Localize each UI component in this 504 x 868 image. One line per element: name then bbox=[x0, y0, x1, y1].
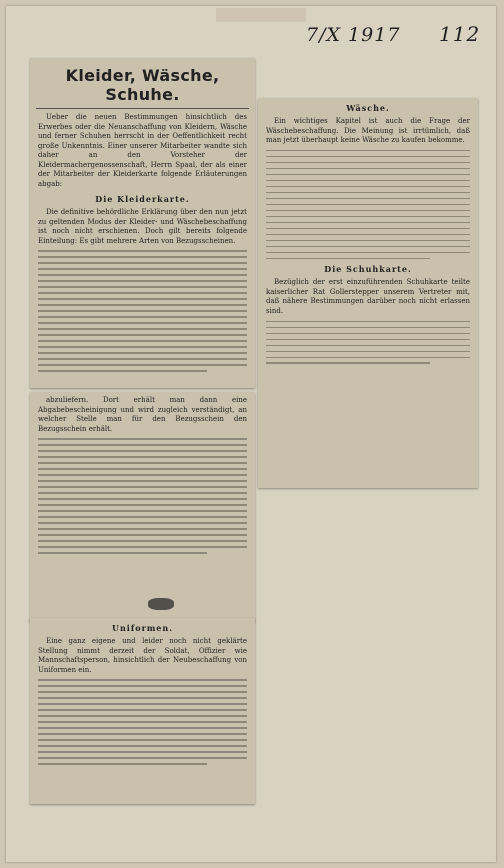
intro-paragraph: Ueber die neuen Bestimmungen hinsichtlich des Erwerbes oder die Neuanschaffung von Kleidern, Wäsche und ferner Schuhen herrscht in der Oeffentlichkeit recht große Unkenntnis. Einer unserer Mitarbeiter wandte sich daher an den Vorsteher der Kleidermachergenossenschaft, Herrn Spaal, der als einer der Mitarbeiter der Kleiderkarte folgende Erläuterungen abgab: bbox=[38, 113, 247, 188]
kleiderkarte-paragraph: Die definitive behördliche Erklärung über den nun jetzt zu geltenden Modus der Kleider- und Wäschebeschaffung ist noch nicht erschienen. Doch gilt bereits folgende Einteilung: Es gibt mehrere Arten von Bezugsscheinen. bbox=[38, 208, 247, 245]
clipping-left-middle bbox=[30, 392, 255, 622]
text-lines bbox=[38, 438, 247, 553]
uniformen-paragraph: Eine ganz eigene und leider noch nicht geklärte Stellung nimmt derzeit der Soldat, Offizier wie Mannschaftsperson, hinsichtlich der Neubeschaffung von Uniformen ein. bbox=[38, 637, 247, 674]
section-title-waesche: Wäsche. bbox=[346, 103, 390, 113]
middle-paragraph: abzuliefern. Dort erhält man dann eine Abgabebescheinigung und wird zugleich verständigt, an welcher Stelle man für den Bezugsschein den Bezugsschein erhält. bbox=[38, 396, 247, 433]
clipping-left-bottom bbox=[30, 618, 255, 804]
text-lines bbox=[38, 679, 247, 764]
section-title-kleiderkarte: Die Kleiderkarte. bbox=[95, 194, 190, 204]
text-lines bbox=[38, 250, 247, 371]
section-title-uniformen: Uniformen. bbox=[112, 623, 173, 633]
schuhkarte-paragraph: Bezüglich der erst einzuführenden Schuhkarte teilte kaiserlicher Rat Gollerstepper unserem Vertreter mit, daß nähere Bestimmungen darüber noch nicht erlassen sind. bbox=[266, 278, 470, 315]
text-lines bbox=[266, 321, 470, 364]
article-headline: Kleider, Wäsche, Schuhe. bbox=[65, 66, 220, 104]
handwritten-page-number: 112 bbox=[439, 22, 481, 46]
text-lines bbox=[266, 150, 470, 259]
clipping-right bbox=[258, 98, 478, 488]
headline-rule bbox=[36, 108, 249, 109]
archive-sheet bbox=[6, 6, 496, 862]
section-title-schuhkarte: Die Schuhkarte. bbox=[324, 264, 412, 275]
clipping-left-top bbox=[30, 58, 255, 388]
ink-blot bbox=[148, 598, 174, 610]
waesche-paragraph: Ein wichtiges Kapitel ist auch die Frage der Wäschebeschaffung. Die Meinung ist irrtümlich, daß man jetzt überhaupt keine Wäsche zu kaufen bekomme. bbox=[266, 117, 470, 144]
handwritten-date: 7/X 1917 bbox=[306, 24, 401, 46]
faded-stamp bbox=[216, 8, 306, 22]
